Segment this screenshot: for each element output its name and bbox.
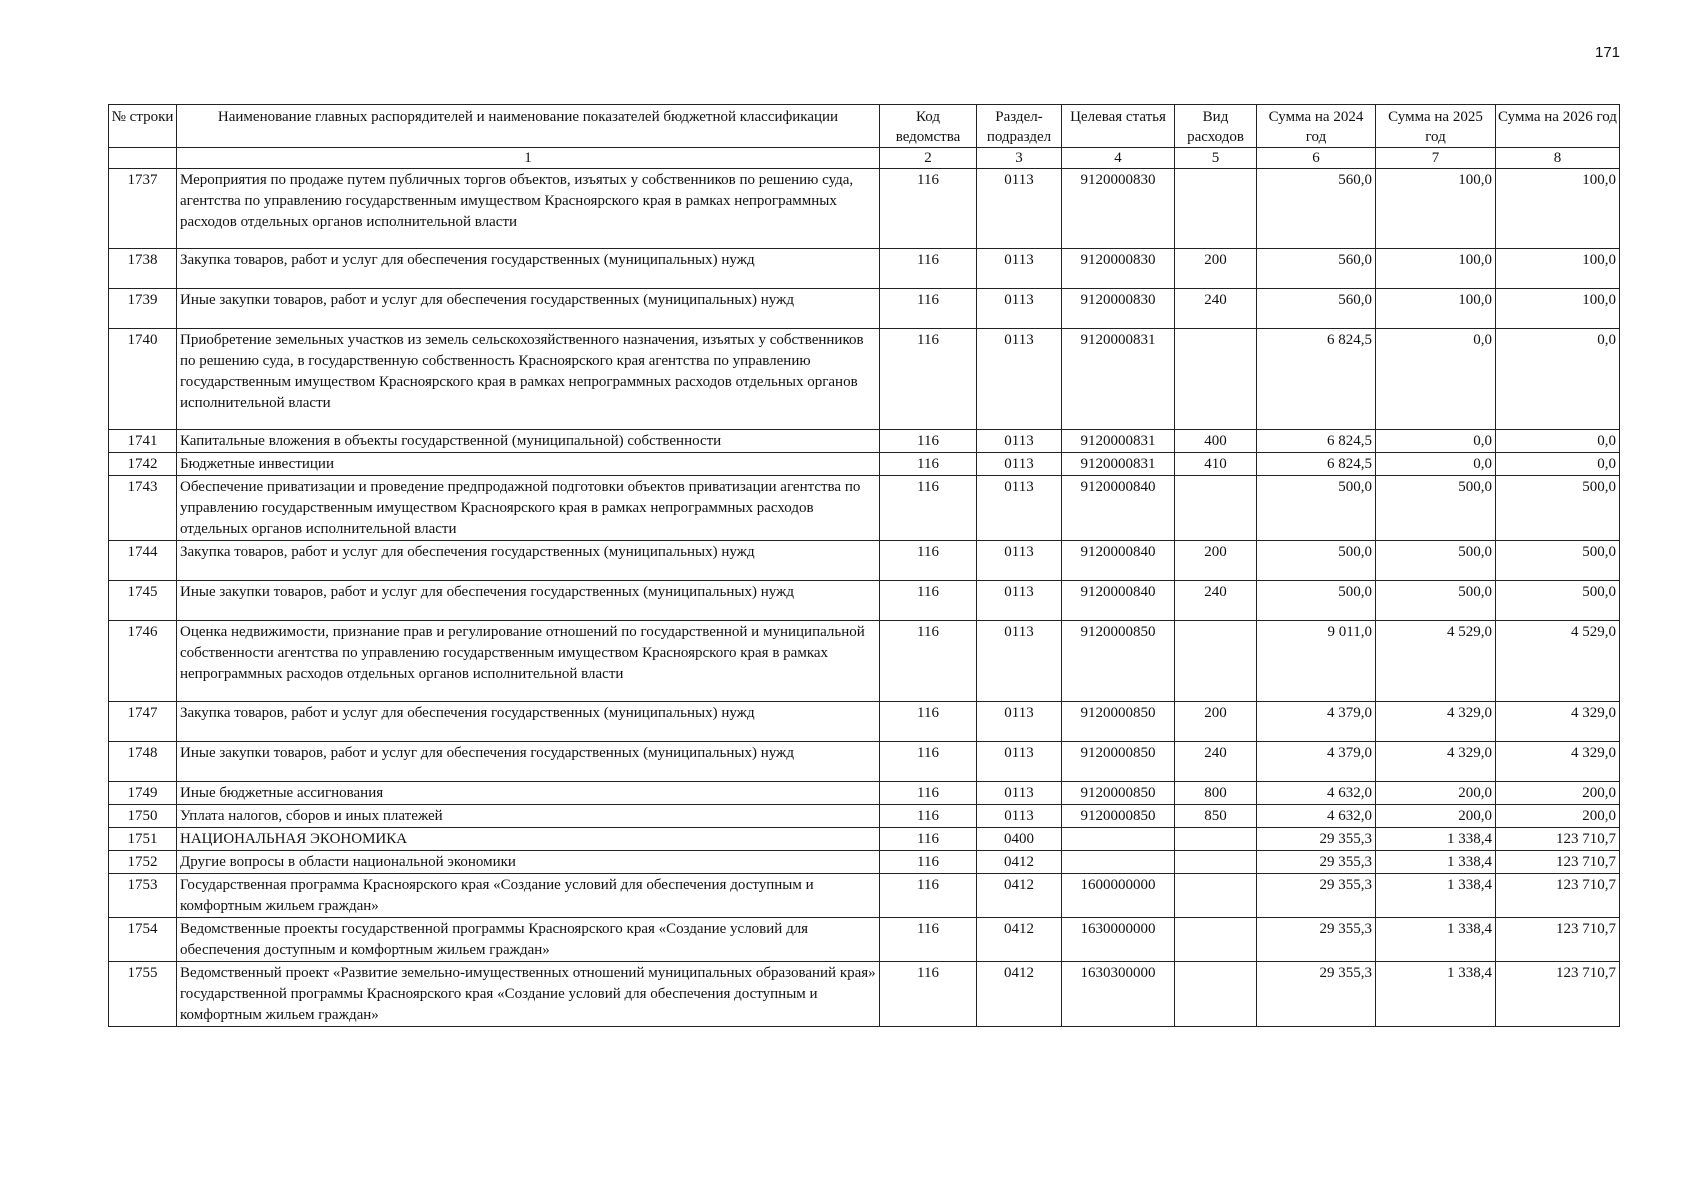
section-cell: 0412 [977,918,1062,962]
sum-2026-cell: 200,0 [1496,782,1620,805]
header-section: Раздел-подраздел [977,105,1062,148]
expense-type-cell [1175,962,1257,1027]
column-index: 5 [1175,148,1257,169]
header-target-article: Целевая статья [1062,105,1175,148]
sum-2024-cell: 560,0 [1257,289,1376,329]
target-article-cell: 9120000840 [1062,581,1175,621]
expense-type-cell [1175,476,1257,541]
sum-2025-cell: 500,0 [1376,541,1496,581]
expense-type-cell [1175,621,1257,702]
row-number-cell: 1749 [109,782,177,805]
sum-2026-cell: 123 710,7 [1496,828,1620,851]
sum-2024-cell: 4 379,0 [1257,742,1376,782]
dept-code-cell: 116 [880,962,977,1027]
dept-code-cell: 116 [880,329,977,430]
sum-2026-cell: 100,0 [1496,289,1620,329]
table-row [109,329,1620,430]
expense-type-cell: 240 [1175,289,1257,329]
sum-2025-cell: 100,0 [1376,249,1496,289]
target-article-cell: 9120000830 [1062,169,1175,249]
sum-2024-cell: 6 824,5 [1257,329,1376,430]
header-row-number: № строки [109,105,177,148]
dept-code-cell: 116 [880,702,977,742]
page-number: 171 [1595,44,1621,61]
sum-2024-cell: 6 824,5 [1257,453,1376,476]
section-cell: 0113 [977,581,1062,621]
target-article-cell: 9120000840 [1062,541,1175,581]
target-article-cell: 9120000830 [1062,249,1175,289]
sum-2026-cell: 0,0 [1496,329,1620,430]
target-article-cell: 9120000850 [1062,805,1175,828]
expense-type-cell [1175,874,1257,918]
target-article-cell [1062,828,1175,851]
sum-2025-cell: 100,0 [1376,289,1496,329]
sum-2026-cell: 100,0 [1496,169,1620,249]
expense-type-cell: 800 [1175,782,1257,805]
dept-code-cell: 116 [880,874,977,918]
sum-2024-cell: 29 355,3 [1257,918,1376,962]
sum-2025-cell: 0,0 [1376,453,1496,476]
row-number-cell: 1750 [109,805,177,828]
table-row [109,742,1620,782]
header-sum-2026: Сумма на 2026 год [1496,105,1620,148]
header-expense-type: Вид расходов [1175,105,1257,148]
sum-2025-cell: 0,0 [1376,430,1496,453]
row-number-cell: 1745 [109,581,177,621]
target-article-cell: 9120000830 [1062,289,1175,329]
expense-type-cell: 200 [1175,249,1257,289]
row-number-cell: 1748 [109,742,177,782]
dept-code-cell: 116 [880,742,977,782]
row-name-cell: Приобретение земельных участков из земель сельскохозяйственного назначения, изъятых у собственников по решению суда, в государственную собственность Красноярского края агентства по управлению государственным имуществом Красноярского края в рамках непрограммных расходов отдельных органов исполнительной власти [177,329,880,430]
section-cell: 0113 [977,329,1062,430]
sum-2024-cell: 500,0 [1257,541,1376,581]
table-row [109,430,1620,453]
table-row [109,289,1620,329]
row-number-cell: 1754 [109,918,177,962]
row-number-cell: 1742 [109,453,177,476]
expense-type-cell: 850 [1175,805,1257,828]
table-row [109,962,1620,1027]
row-number-cell: 1752 [109,851,177,874]
sum-2024-cell: 9 011,0 [1257,621,1376,702]
sum-2024-cell: 29 355,3 [1257,962,1376,1027]
section-cell: 0412 [977,874,1062,918]
row-name-cell: Закупка товаров, работ и услуг для обеспечения государственных (муниципальных) нужд [177,702,880,742]
sum-2026-cell: 200,0 [1496,805,1620,828]
row-name-cell: Иные закупки товаров, работ и услуг для обеспечения государственных (муниципальных) нужд [177,289,880,329]
sum-2026-cell: 4 329,0 [1496,742,1620,782]
row-number-cell: 1746 [109,621,177,702]
target-article-cell: 1630000000 [1062,918,1175,962]
dept-code-cell: 116 [880,782,977,805]
target-article-cell: 9120000850 [1062,782,1175,805]
expense-type-cell [1175,918,1257,962]
sum-2026-cell: 4 529,0 [1496,621,1620,702]
row-number-cell: 1738 [109,249,177,289]
row-number-cell: 1743 [109,476,177,541]
column-index [109,148,177,169]
column-index: 1 [177,148,880,169]
row-name-cell: Капитальные вложения в объекты государственной (муниципальной) собственности [177,430,880,453]
row-number-cell: 1741 [109,430,177,453]
table-row [109,828,1620,851]
sum-2026-cell: 100,0 [1496,249,1620,289]
table-row [109,453,1620,476]
section-cell: 0113 [977,169,1062,249]
column-index-row [109,148,1620,169]
target-article-cell: 9120000831 [1062,453,1175,476]
expense-type-cell: 200 [1175,702,1257,742]
row-name-cell: Ведомственный проект «Развитие земельно-имущественных отношений муниципальных образований края» государственной программы Красноярского края «Создание условий для обеспечения доступным и комфортным жильем граждан» [177,962,880,1027]
expense-type-cell: 400 [1175,430,1257,453]
sum-2024-cell: 560,0 [1257,249,1376,289]
expense-type-cell: 410 [1175,453,1257,476]
column-index: 6 [1257,148,1376,169]
table-row [109,249,1620,289]
section-cell: 0113 [977,476,1062,541]
row-name-cell: Мероприятия по продаже путем публичных торгов объектов, изъятых у собственников по решению суда, агентства по управлению государственным имуществом Красноярского края в рамках непрограммных расходов отдельных органов исполнительной власти [177,169,880,249]
row-name-cell: Обеспечение приватизации и проведение предпродажной подготовки объектов приватизации агентства по управлению государственным имуществом Красноярского края в рамках непрограммных расходов отдельных органов исполнительной власти [177,476,880,541]
sum-2026-cell: 123 710,7 [1496,962,1620,1027]
budget-table [108,104,1620,1027]
dept-code-cell: 116 [880,541,977,581]
target-article-cell [1062,851,1175,874]
table-row [109,782,1620,805]
row-name-cell: Другие вопросы в области национальной экономики [177,851,880,874]
target-article-cell: 9120000840 [1062,476,1175,541]
target-article-cell: 9120000831 [1062,430,1175,453]
target-article-cell: 1600000000 [1062,874,1175,918]
row-name-cell: Бюджетные инвестиции [177,453,880,476]
table-row [109,918,1620,962]
sum-2026-cell: 4 329,0 [1496,702,1620,742]
sum-2025-cell: 500,0 [1376,581,1496,621]
header-dept-code: Код ведомства [880,105,977,148]
sum-2025-cell: 4 329,0 [1376,702,1496,742]
section-cell: 0113 [977,702,1062,742]
section-cell: 0113 [977,805,1062,828]
row-number-cell: 1755 [109,962,177,1027]
table-row [109,541,1620,581]
target-article-cell: 9120000850 [1062,621,1175,702]
sum-2024-cell: 500,0 [1257,581,1376,621]
sum-2026-cell: 0,0 [1496,453,1620,476]
row-number-cell: 1747 [109,702,177,742]
section-cell: 0113 [977,742,1062,782]
table-row [109,805,1620,828]
sum-2024-cell: 560,0 [1257,169,1376,249]
section-cell: 0113 [977,249,1062,289]
section-cell: 0113 [977,430,1062,453]
row-name-cell: Иные закупки товаров, работ и услуг для обеспечения государственных (муниципальных) нужд [177,742,880,782]
expense-type-cell [1175,828,1257,851]
table-row [109,621,1620,702]
column-index: 3 [977,148,1062,169]
sum-2025-cell: 4 329,0 [1376,742,1496,782]
sum-2025-cell: 100,0 [1376,169,1496,249]
sum-2026-cell: 123 710,7 [1496,851,1620,874]
sum-2025-cell: 200,0 [1376,782,1496,805]
row-name-cell: Закупка товаров, работ и услуг для обеспечения государственных (муниципальных) нужд [177,249,880,289]
table-row [109,476,1620,541]
dept-code-cell: 116 [880,581,977,621]
row-number-cell: 1744 [109,541,177,581]
section-cell: 0113 [977,453,1062,476]
row-name-cell: НАЦИОНАЛЬНАЯ ЭКОНОМИКА [177,828,880,851]
column-index: 8 [1496,148,1620,169]
row-number-cell: 1751 [109,828,177,851]
dept-code-cell: 116 [880,453,977,476]
dept-code-cell: 116 [880,828,977,851]
dept-code-cell: 116 [880,430,977,453]
sum-2024-cell: 29 355,3 [1257,828,1376,851]
sum-2024-cell: 29 355,3 [1257,851,1376,874]
header-sum-2025: Сумма на 2025 год [1376,105,1496,148]
row-name-cell: Оценка недвижимости, признание прав и регулирование отношений по государственной и муниципальной собственности агентства по управлению государственным имуществом Красноярского края в рамках непрограммных расходов отдельных органов исполнительной власти [177,621,880,702]
sum-2025-cell: 1 338,4 [1376,851,1496,874]
sum-2024-cell: 4 632,0 [1257,805,1376,828]
sum-2024-cell: 4 632,0 [1257,782,1376,805]
sum-2026-cell: 123 710,7 [1496,874,1620,918]
table-row [109,702,1620,742]
column-index: 2 [880,148,977,169]
sum-2024-cell: 6 824,5 [1257,430,1376,453]
section-cell: 0412 [977,962,1062,1027]
dept-code-cell: 116 [880,918,977,962]
table-row [109,874,1620,918]
header-row [109,105,1620,148]
target-article-cell: 9120000850 [1062,702,1175,742]
sum-2026-cell: 500,0 [1496,476,1620,541]
column-index: 7 [1376,148,1496,169]
expense-type-cell: 200 [1175,541,1257,581]
table-row [109,581,1620,621]
row-number-cell: 1737 [109,169,177,249]
expense-type-cell [1175,329,1257,430]
sum-2025-cell: 1 338,4 [1376,918,1496,962]
row-name-cell: Закупка товаров, работ и услуг для обеспечения государственных (муниципальных) нужд [177,541,880,581]
row-name-cell: Иные бюджетные ассигнования [177,782,880,805]
sum-2025-cell: 200,0 [1376,805,1496,828]
sum-2024-cell: 4 379,0 [1257,702,1376,742]
expense-type-cell [1175,169,1257,249]
sum-2025-cell: 1 338,4 [1376,874,1496,918]
row-name-cell: Иные закупки товаров, работ и услуг для обеспечения государственных (муниципальных) нужд [177,581,880,621]
dept-code-cell: 116 [880,249,977,289]
section-cell: 0412 [977,851,1062,874]
dept-code-cell: 116 [880,169,977,249]
row-number-cell: 1740 [109,329,177,430]
header-sum-2024: Сумма на 2024 год [1257,105,1376,148]
target-article-cell: 9120000850 [1062,742,1175,782]
target-article-cell: 9120000831 [1062,329,1175,430]
expense-type-cell: 240 [1175,742,1257,782]
table-row [109,169,1620,249]
section-cell: 0113 [977,782,1062,805]
row-number-cell: 1753 [109,874,177,918]
table-row [109,851,1620,874]
sum-2024-cell: 500,0 [1257,476,1376,541]
table-body [109,169,1620,1027]
target-article-cell: 1630300000 [1062,962,1175,1027]
dept-code-cell: 116 [880,289,977,329]
sum-2026-cell: 0,0 [1496,430,1620,453]
sum-2024-cell: 29 355,3 [1257,874,1376,918]
expense-type-cell: 240 [1175,581,1257,621]
sum-2026-cell: 123 710,7 [1496,918,1620,962]
sum-2025-cell: 1 338,4 [1376,962,1496,1027]
section-cell: 0113 [977,621,1062,702]
sum-2025-cell: 1 338,4 [1376,828,1496,851]
row-number-cell: 1739 [109,289,177,329]
section-cell: 0113 [977,289,1062,329]
dept-code-cell: 116 [880,621,977,702]
dept-code-cell: 116 [880,851,977,874]
sum-2025-cell: 0,0 [1376,329,1496,430]
sum-2025-cell: 500,0 [1376,476,1496,541]
dept-code-cell: 116 [880,476,977,541]
section-cell: 0113 [977,541,1062,581]
row-name-cell: Ведомственные проекты государственной программы Красноярского края «Создание условий для обеспечения доступным и комфортным жильем граждан» [177,918,880,962]
row-name-cell: Государственная программа Красноярского края «Создание условий для обеспечения доступным и комфортным жильем граждан» [177,874,880,918]
sum-2026-cell: 500,0 [1496,541,1620,581]
header-name: Наименование главных распорядителей и наименование показателей бюджетной классификации [177,105,880,148]
expense-type-cell [1175,851,1257,874]
sum-2026-cell: 500,0 [1496,581,1620,621]
column-index: 4 [1062,148,1175,169]
dept-code-cell: 116 [880,805,977,828]
sum-2025-cell: 4 529,0 [1376,621,1496,702]
section-cell: 0400 [977,828,1062,851]
row-name-cell: Уплата налогов, сборов и иных платежей [177,805,880,828]
